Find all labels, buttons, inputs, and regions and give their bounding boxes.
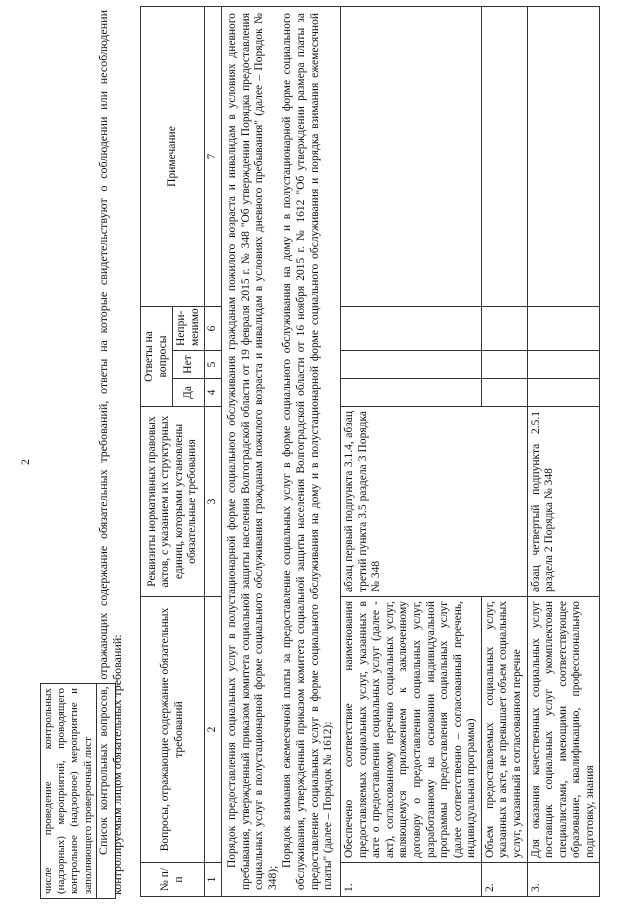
table-row bbox=[341, 7, 482, 897]
column-number: 7 bbox=[205, 7, 222, 307]
column-number-row bbox=[205, 7, 222, 897]
column-number: 3 bbox=[205, 407, 222, 597]
header-no: Нет bbox=[173, 351, 205, 379]
note-cell bbox=[527, 7, 600, 307]
header-note: Примечание bbox=[141, 7, 205, 307]
answer-yes-cell bbox=[481, 379, 527, 407]
answer-na-cell bbox=[341, 307, 482, 351]
regulation-348-text: Порядок предоставления социальных услуг в полустационарной форме социального обслуживания гражданам пожилого возраста и инвалидам в условиях дневного пребывания, утвержденный приказом комитета социальной защиты населения Волгоградской области от 19 февраля 2015 г. № 348 "Об утверждении Порядка предоставления социальных услуг в полустационарной форме социального обслуживания гражданам пожилого возраста и инвалидам в условиях дневного пребывания" (далее – Порядок № 348); bbox=[225, 13, 280, 890]
regulation-1612-text: Порядок взимания ежемесячной платы за предоставление социальных услуг в форме социального обслуживания на дому и в полустационарной форме социального обслуживания, утвержденный приказом комитета социальной защиты населения Волгоградской области от 16 ноября 2015 г. № 1612 "Об утверждении размера платы за предоставление социальных услуг в форме социального обслуживания на дому и в полустационарной форме социального обслуживания и порядка взимания ежемесячной платы" (далее – Порядок № 1612): bbox=[281, 13, 335, 890]
answer-no-cell bbox=[481, 351, 527, 379]
note-cell bbox=[341, 7, 482, 307]
regulations-banner-row bbox=[221, 7, 340, 897]
column-number: 1 bbox=[205, 863, 222, 897]
row-number: 1. bbox=[341, 863, 482, 897]
row-number: 3. bbox=[527, 863, 600, 897]
answer-no-cell bbox=[341, 351, 482, 379]
column-number: 2 bbox=[205, 597, 222, 863]
row-requisites: абзац четвертый подпункта 2.5.1 раздела 2 Порядка № 348 bbox=[527, 407, 600, 597]
header-yes: Да bbox=[173, 379, 205, 407]
row-requisites: абзац первый подпункта 3.1.4, абзац третий пункта 3.5 раздела 3 Порядка № 348 bbox=[341, 407, 527, 597]
row-question: Обеспечено соответствие наименования предоставляемых социальных услуг, указанных в акте о предоставлении социальных услуг (далее - акт), согласованному перечню социальных услуг, являющемуся приложением к заключенному договору о предоставлении социальных услуг, разработанному на основании индивидуальной программы предоставления социальных услуг (далее соответственно – согласованный перечень, индивидуальная программа) bbox=[341, 597, 482, 863]
answer-na-cell bbox=[481, 307, 527, 351]
header-answers: Ответы на вопросы bbox=[141, 307, 173, 407]
answer-no-cell bbox=[527, 351, 600, 379]
answer-na-cell bbox=[527, 307, 600, 351]
answer-yes-cell bbox=[527, 379, 600, 407]
header-requisites: Реквизиты нормативных правовых актов, с указанием их структурных единиц, которыми установлены обязательные требования bbox=[141, 407, 205, 597]
page-number: 2 bbox=[18, 459, 32, 465]
intro-box-text: числе проведение контрольных (надзорных) мероприятий, проводящего контрольное (надзорное) мероприятие и заполняющего проверочный лист bbox=[41, 684, 97, 899]
column-number: 4 bbox=[205, 379, 222, 407]
header-number: № п/п bbox=[141, 863, 205, 897]
list-intro-text: Список контрольных вопросов, отражающих содержание обязательных требований, ответы на которые свидетельствуют о соблюдении или несоблюдении контролируемым лицом обязательных требований: bbox=[96, 10, 125, 895]
row-question: Для оказания качественных социальных услуг поставщик социальных услуг укомплектован специалистами, имеющими соответствующее образование, квалификацию, профессиональную подготовку, знания bbox=[527, 597, 600, 863]
checklist-table bbox=[140, 6, 600, 897]
regulations-banner bbox=[221, 7, 340, 897]
list-intro bbox=[96, 10, 125, 895]
header-not-applicable: Непри-менимо bbox=[173, 307, 205, 351]
table-row bbox=[527, 7, 600, 897]
row-number: 2. bbox=[481, 863, 527, 897]
column-number: 6 bbox=[205, 307, 222, 351]
column-number: 5 bbox=[205, 351, 222, 379]
note-cell bbox=[481, 7, 527, 307]
row-question: Объем предоставляемых социальных услуг, указанных в акте, не превышает объем социальных услуг, указанный в согласованном перечне bbox=[481, 597, 527, 863]
answer-yes-cell bbox=[341, 379, 482, 407]
header-question: Вопросы, отражающие содержание обязательных требований bbox=[141, 597, 205, 863]
